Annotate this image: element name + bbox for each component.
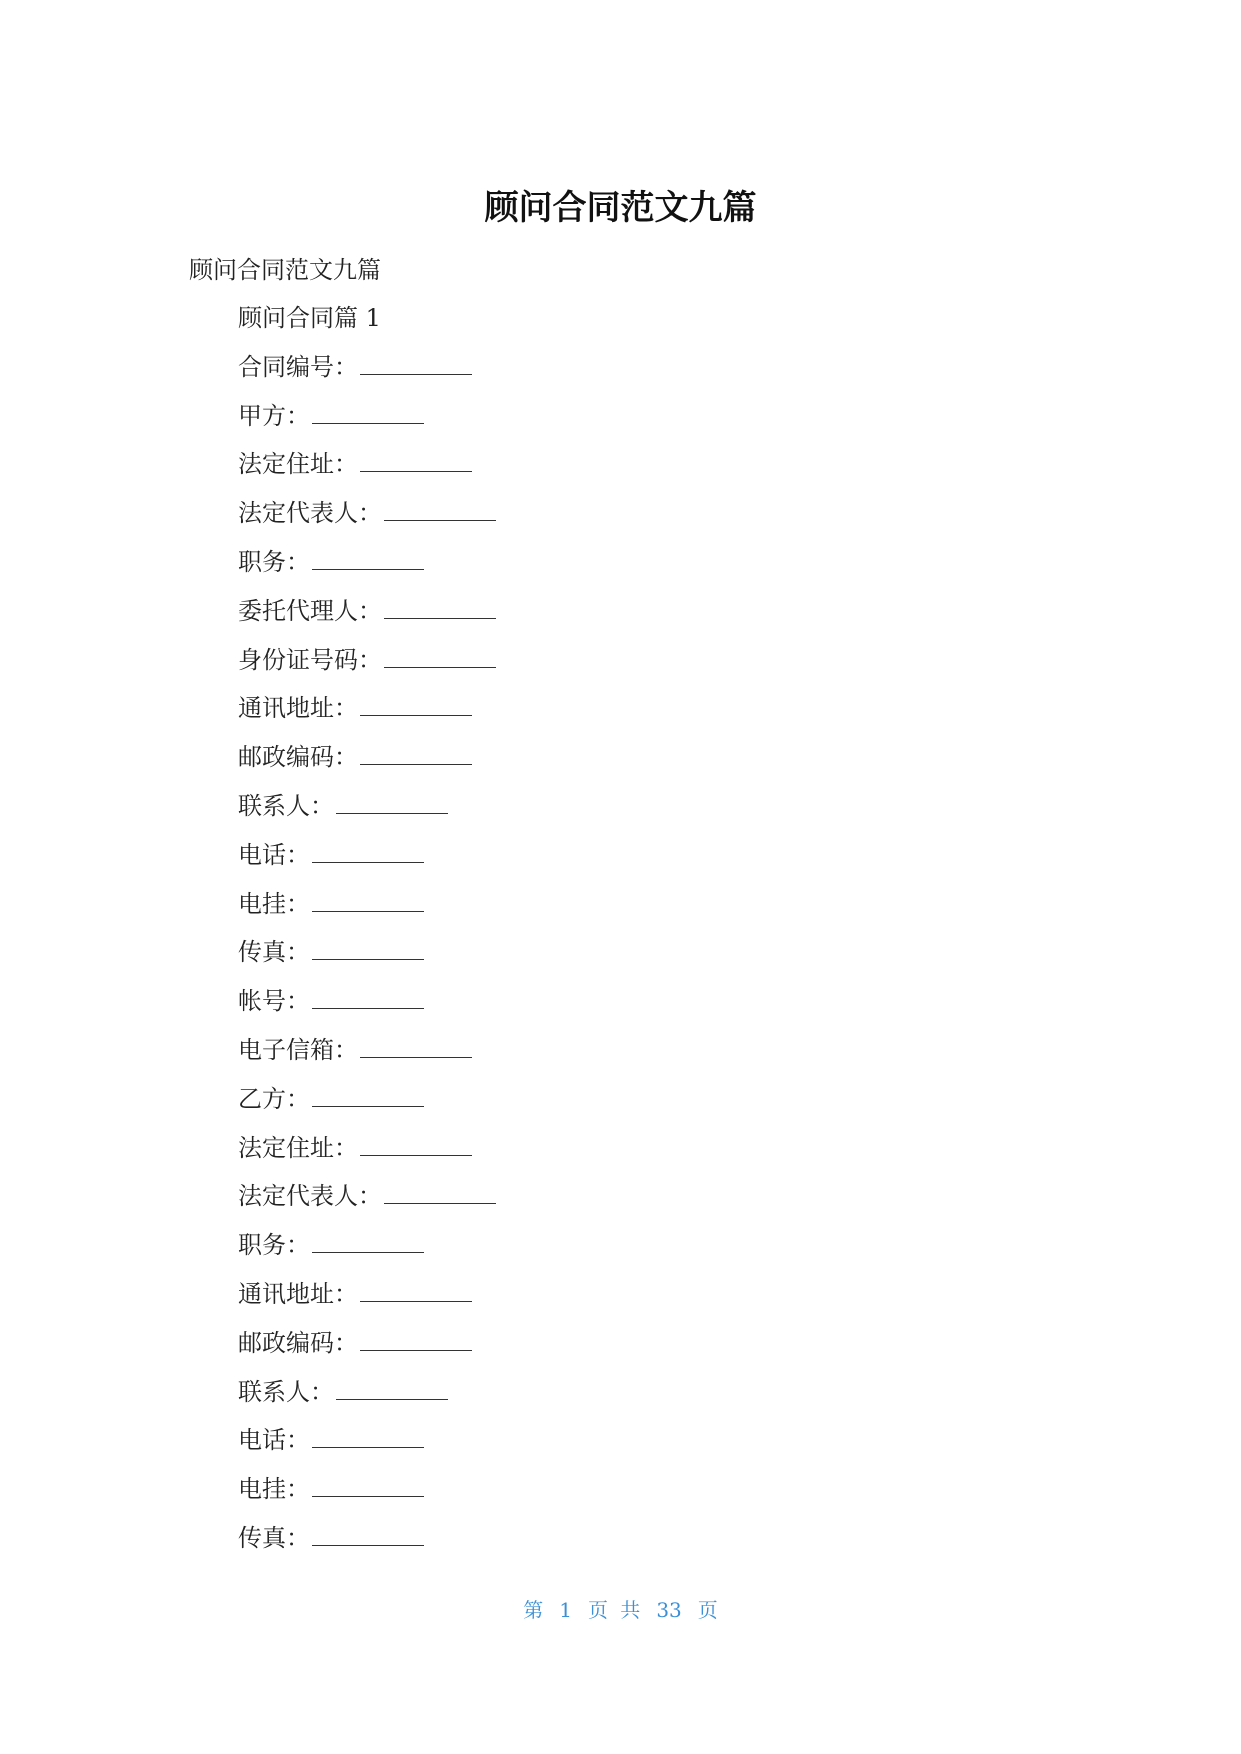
- contract-field-line: [238, 1472, 496, 1521]
- field-label: 委托代理人：: [238, 596, 382, 625]
- field-label: 甲方：: [238, 401, 310, 430]
- field-label: 传真：: [238, 1523, 310, 1552]
- blank-underline: [312, 1234, 424, 1253]
- blank-underline: [384, 1185, 496, 1204]
- section-heading: 顾问合同篇 1: [238, 304, 381, 332]
- document-title: 顾问合同范文九篇: [484, 188, 757, 228]
- blank-underline: [384, 600, 496, 619]
- field-label: 乙方：: [238, 1084, 310, 1113]
- contract-field-line: [238, 399, 496, 448]
- field-label: 法定代表人：: [238, 499, 382, 528]
- field-label: 联系人：: [238, 791, 334, 820]
- contract-field-line: [238, 643, 496, 692]
- blank-underline: [312, 551, 424, 570]
- document-subtitle: 顾问合同范文九篇: [189, 256, 381, 284]
- contract-field-line: [238, 350, 496, 399]
- blank-underline: [312, 941, 424, 960]
- field-label: 法定住址：: [238, 1133, 358, 1162]
- blank-underline: [312, 844, 424, 863]
- footer-suffix: 页: [697, 1598, 718, 1622]
- contract-field-line: [238, 1131, 496, 1180]
- field-label: 电挂：: [238, 1475, 310, 1504]
- field-label: 通讯地址：: [238, 1279, 358, 1308]
- contract-field-line: [238, 691, 496, 740]
- blank-underline: [312, 1527, 424, 1546]
- field-label: 职务：: [238, 547, 310, 576]
- blank-underline: [384, 649, 496, 668]
- blank-underline: [360, 1332, 472, 1351]
- blank-underline: [312, 990, 424, 1009]
- field-label: 邮政编码：: [238, 743, 358, 772]
- contract-field-line: [238, 1033, 496, 1082]
- blank-underline: [312, 1088, 424, 1107]
- blank-underline: [360, 1283, 472, 1302]
- blank-underline: [360, 697, 472, 716]
- contract-field-line: [238, 789, 496, 838]
- page-footer: [0, 1596, 1241, 1624]
- contract-field-line: [238, 447, 496, 496]
- field-label: 电话：: [238, 840, 310, 869]
- footer-middle: 页 共: [587, 1598, 641, 1622]
- blank-underline: [312, 1478, 424, 1497]
- blank-underline: [312, 405, 424, 424]
- contract-field-line: [238, 740, 496, 789]
- field-label: 合同编号：: [238, 352, 358, 381]
- contract-field-line: [238, 1326, 496, 1375]
- contract-field-line: [238, 838, 496, 887]
- blank-underline: [312, 1429, 424, 1448]
- field-label: 电子信箱：: [238, 1035, 358, 1064]
- footer-total-pages: 33: [656, 1598, 682, 1622]
- blank-underline: [312, 893, 424, 912]
- field-label: 电挂：: [238, 889, 310, 918]
- contract-field-line: [238, 887, 496, 936]
- field-label: 法定住址：: [238, 450, 358, 479]
- contract-body: [238, 301, 496, 1570]
- field-label: 法定代表人：: [238, 1182, 382, 1211]
- field-label: 联系人：: [238, 1377, 334, 1406]
- blank-underline: [360, 356, 472, 375]
- blank-underline: [336, 795, 448, 814]
- contract-field-line: [238, 935, 496, 984]
- blank-underline: [336, 1381, 448, 1400]
- contract-field-line: [238, 1521, 496, 1570]
- footer-current-page: 1: [559, 1598, 572, 1622]
- contract-field-line: [238, 594, 496, 643]
- contract-field-line: [238, 1082, 496, 1131]
- contract-field-line: [238, 1228, 496, 1277]
- contract-field-line: [238, 545, 496, 594]
- field-label: 帐号：: [238, 987, 310, 1016]
- contract-field-line: [238, 1179, 496, 1228]
- field-label: 传真：: [238, 938, 310, 967]
- field-label: 电话：: [238, 1426, 310, 1455]
- contract-field-line: [238, 1375, 496, 1424]
- contract-field-line: [238, 496, 496, 545]
- blank-underline: [360, 1039, 472, 1058]
- field-label: 邮政编码：: [238, 1328, 358, 1357]
- blank-underline: [360, 453, 472, 472]
- field-label: 职务：: [238, 1231, 310, 1260]
- field-label: 通讯地址：: [238, 694, 358, 723]
- contract-field-line: [238, 1423, 496, 1472]
- contract-field-line: [238, 984, 496, 1033]
- blank-underline: [384, 502, 496, 521]
- footer-prefix: 第: [523, 1598, 544, 1622]
- blank-underline: [360, 1137, 472, 1156]
- blank-underline: [360, 746, 472, 765]
- field-label: 身份证号码：: [238, 645, 382, 674]
- contract-field-line: [238, 1277, 496, 1326]
